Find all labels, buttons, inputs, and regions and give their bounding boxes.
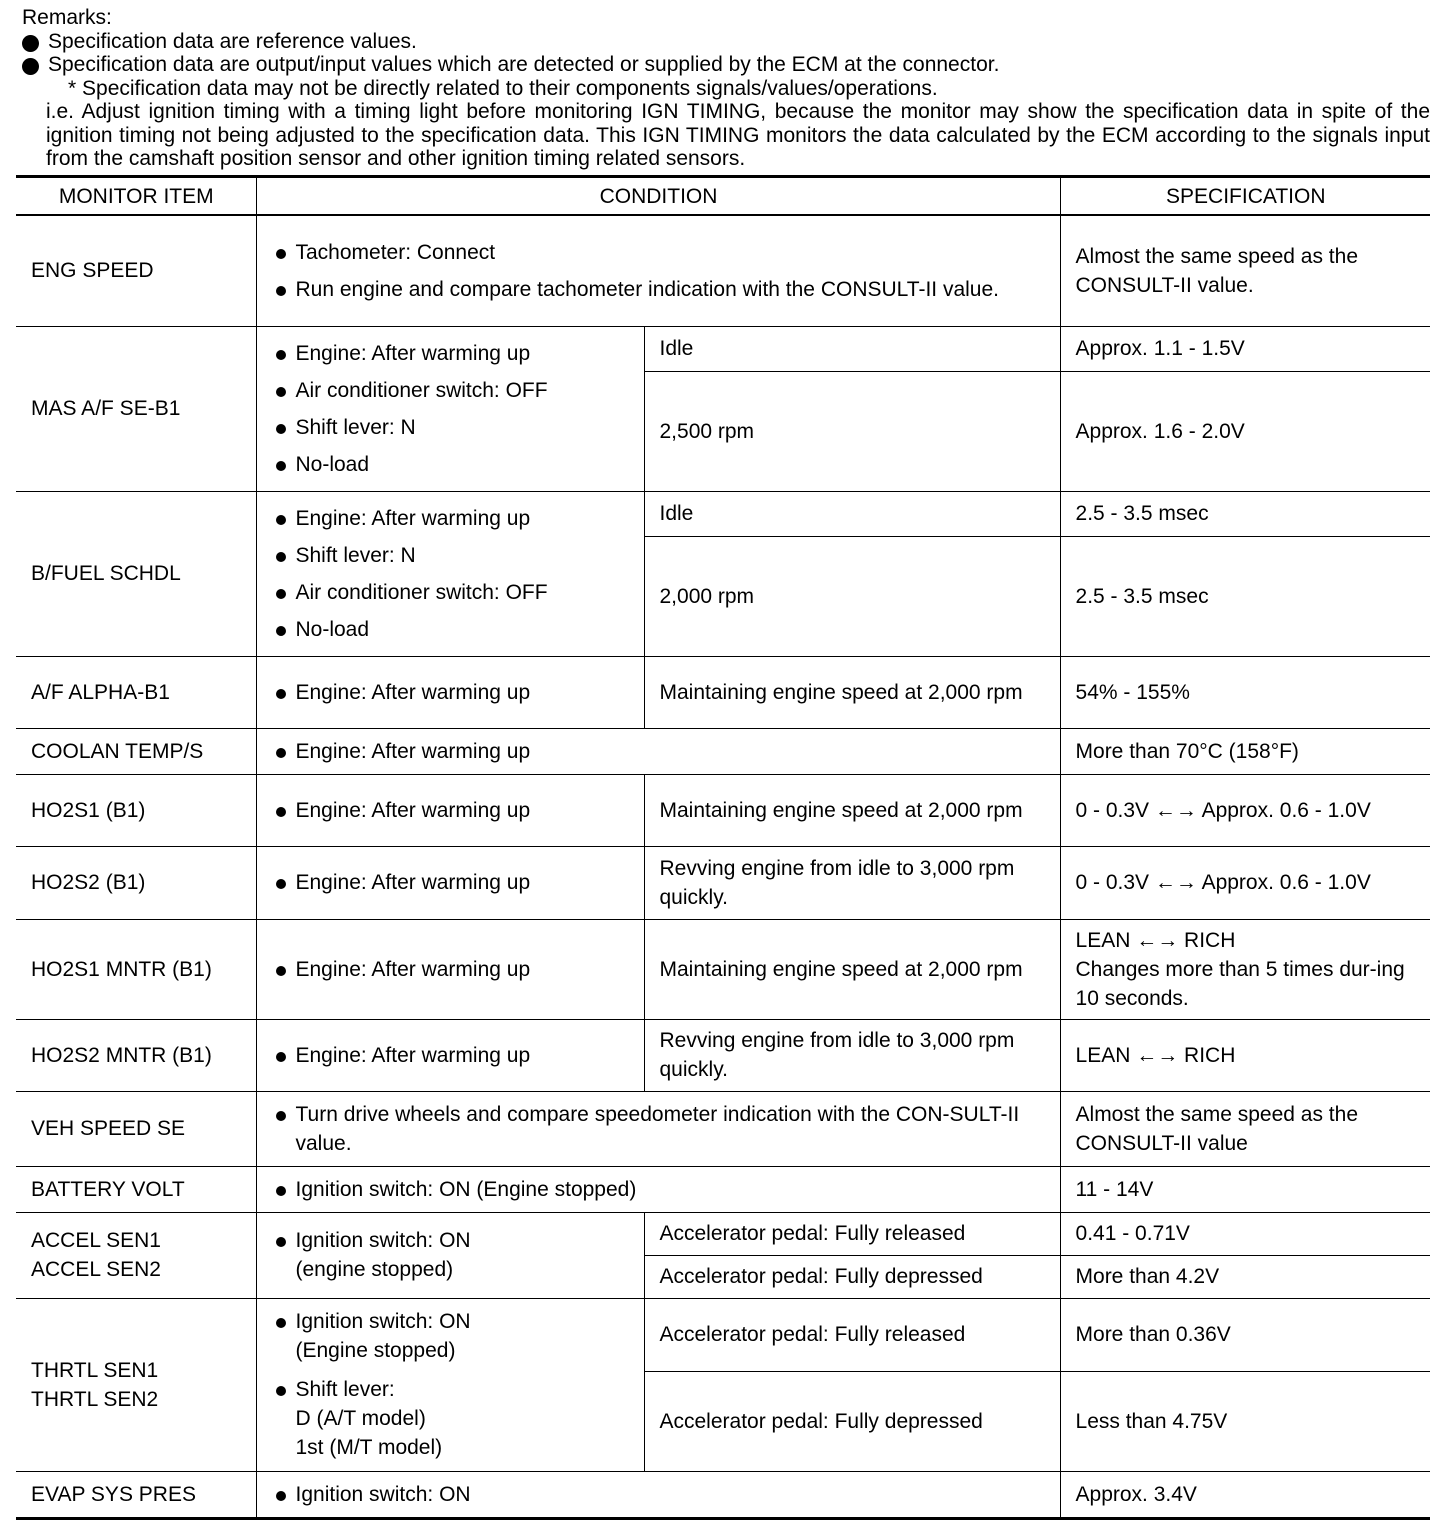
condition-bullet: Engine: After warming up — [272, 737, 1046, 766]
condition-cell — [256, 1212, 644, 1298]
sub-condition-cell: Revving engine from idle to 3,000 rpm quickly. — [644, 1019, 1060, 1091]
monitor-item: HO2S1 (B1) — [16, 774, 256, 846]
spec-line: LEAN ←→ RICH — [1075, 928, 1236, 952]
spec-cell — [1060, 919, 1430, 1019]
sub-condition-cell: Maintaining engine speed at 2,000 rpm — [644, 774, 1060, 846]
condition-bullet: Engine: After warming up — [272, 1041, 630, 1070]
spec-cell: 11 - 14V — [1060, 1166, 1430, 1212]
monitor-item — [16, 1298, 256, 1471]
table-row — [16, 846, 1430, 919]
spec-cell: LEAN ←→ RICH — [1060, 1019, 1430, 1091]
condition-cell — [256, 491, 644, 656]
sub-condition-cell: 2,000 rpm — [644, 537, 1060, 656]
condition-bullet: Engine: After warming up — [272, 504, 630, 533]
condition-bullet: No-load — [272, 450, 630, 479]
condition-cell — [256, 774, 644, 846]
monitor-item-line: ACCEL SEN2 — [31, 1258, 161, 1281]
monitor-item: B/FUEL SCHDL — [16, 491, 256, 656]
spec-cell: Approx. 1.1 - 1.5V — [1060, 326, 1430, 372]
spec-cell: More than 4.2V — [1060, 1255, 1430, 1298]
condition-cell — [256, 1471, 1060, 1518]
condition-cell — [256, 1166, 1060, 1212]
condition-cell — [256, 846, 644, 919]
sub-condition-cell: Accelerator pedal: Fully depressed — [644, 1255, 1060, 1298]
remarks-note: * Specification data may not be directly related to their components signals/values/operations. — [68, 76, 938, 100]
remarks-title: Remarks: — [22, 6, 112, 29]
sub-condition-cell: Idle — [644, 491, 1060, 537]
remarks-example: i.e. Adjust ignition timing with a timing light before monitoring IGN TIMING, because the monitor may show the specification data in spite of the ignition timing not being adjusted to the specification data. This IGN TIMING monitors the data calculated by the ECM according to the signals input from the camshaft position sensor and other ignition timing related sensors. — [46, 100, 1430, 170]
condition-bullet: Run engine and compare tachometer indication with the CONSULT-II value. — [272, 275, 1046, 304]
condition-bullet: Ignition switch: ON (engine stopped) — [272, 1226, 496, 1284]
condition-bullet: Shift lever: N — [272, 541, 630, 570]
monitor-item: VEH SPEED SE — [16, 1091, 256, 1166]
condition-bullet: Engine: After warming up — [272, 796, 630, 825]
spec-line: Changes more than 5 times dur-ing 10 seconds. — [1075, 957, 1405, 1010]
table-row — [16, 919, 1430, 1019]
remarks-bullet: Specification data are output/input values which are detected or supplied by the ECM at the connector. — [22, 53, 1430, 77]
table-row — [16, 1212, 1430, 1255]
spec-cell: 2.5 - 3.5 msec — [1060, 491, 1430, 537]
monitor-item: COOLAN TEMP/S — [16, 728, 256, 774]
spec-cell: More than 70°C (158°F) — [1060, 728, 1430, 774]
condition-cell — [256, 919, 644, 1019]
header-specification: SPECIFICATION — [1060, 177, 1430, 216]
spec-cell: 0 - 0.3V ←→ Approx. 0.6 - 1.0V — [1060, 846, 1430, 919]
condition-bullet: Engine: After warming up — [272, 955, 630, 984]
spec-cell: Approx. 3.4V — [1060, 1471, 1430, 1518]
condition-line: 1st (M/T model) — [295, 1436, 443, 1459]
condition-bullet: Engine: After warming up — [272, 868, 630, 897]
sub-condition-cell: Maintaining engine speed at 2,000 rpm — [644, 919, 1060, 1019]
condition-bullet: No-load — [272, 615, 630, 644]
table-row — [16, 326, 1430, 372]
condition-cell — [256, 326, 644, 491]
condition-cell — [256, 1019, 644, 1091]
condition-bullet: Ignition switch: ON — [272, 1480, 1046, 1509]
sub-condition-cell: Revving engine from idle to 3,000 rpm quickly. — [644, 846, 1060, 919]
monitor-item: HO2S2 MNTR (B1) — [16, 1019, 256, 1091]
condition-line: D (A/T model) — [295, 1407, 426, 1430]
table-row — [16, 1471, 1430, 1518]
condition-cell — [256, 656, 644, 728]
header-monitor-item: MONITOR ITEM — [16, 177, 256, 216]
monitor-item: HO2S1 MNTR (B1) — [16, 919, 256, 1019]
condition-bullet: Turn drive wheels and compare speedometer indication with the CON-SULT-II value. — [272, 1100, 1046, 1158]
table-row — [16, 215, 1430, 326]
table-row — [16, 1019, 1430, 1091]
condition-cell — [256, 1091, 1060, 1166]
condition-bullet: Air conditioner switch: OFF — [272, 376, 630, 405]
sub-condition-cell: Idle — [644, 326, 1060, 372]
monitor-item — [16, 1212, 256, 1298]
condition-bullet: Ignition switch: ON (Engine stopped) — [272, 1175, 1046, 1204]
monitor-item: MAS A/F SE-B1 — [16, 326, 256, 491]
condition-bullet: Shift lever: N — [272, 413, 630, 442]
sub-condition-cell: Accelerator pedal: Fully released — [644, 1298, 1060, 1371]
condition-bullet: Air conditioner switch: OFF — [272, 578, 630, 607]
table-row — [16, 1298, 1430, 1371]
spec-cell: 0.41 - 0.71V — [1060, 1212, 1430, 1255]
spec-cell: 54% - 155% — [1060, 656, 1430, 728]
spec-cell: Less than 4.75V — [1060, 1371, 1430, 1471]
spec-cell: 2.5 - 3.5 msec — [1060, 537, 1430, 656]
remarks-bullet: Specification data are reference values. — [22, 30, 1430, 54]
condition-bullet — [272, 1375, 630, 1462]
spec-cell: 0 - 0.3V ←→ Approx. 0.6 - 1.0V — [1060, 774, 1430, 846]
monitor-item-line: ACCEL SEN1 — [31, 1229, 161, 1252]
table-row — [16, 774, 1430, 846]
condition-cell — [256, 215, 1060, 326]
monitor-item: BATTERY VOLT — [16, 1166, 256, 1212]
condition-bullet: Engine: After warming up — [272, 678, 630, 707]
monitor-item-line: THRTL SEN2 — [31, 1387, 159, 1411]
table-row — [16, 491, 1430, 537]
sub-condition-cell: Accelerator pedal: Fully depressed — [644, 1371, 1060, 1471]
monitor-item: ENG SPEED — [16, 215, 256, 326]
sub-condition-cell: 2,500 rpm — [644, 372, 1060, 491]
condition-line: Shift lever: — [295, 1378, 395, 1401]
spec-table — [16, 175, 1430, 1520]
table-header-row — [16, 177, 1430, 216]
condition-cell — [256, 1298, 644, 1471]
monitor-item-line: THRTL SEN1 — [31, 1358, 159, 1382]
spec-cell: Approx. 1.6 - 2.0V — [1060, 372, 1430, 491]
spec-cell: Almost the same speed as the CONSULT-II value — [1060, 1091, 1430, 1166]
table-row — [16, 728, 1430, 774]
monitor-item: EVAP SYS PRES — [16, 1471, 256, 1518]
sub-condition-cell: Accelerator pedal: Fully released — [644, 1212, 1060, 1255]
monitor-item: A/F ALPHA-B1 — [16, 656, 256, 728]
header-condition: CONDITION — [256, 177, 1060, 216]
condition-bullet: Engine: After warming up — [272, 339, 630, 368]
table-row — [16, 1166, 1430, 1212]
spec-cell: More than 0.36V — [1060, 1298, 1430, 1371]
sub-condition-cell: Maintaining engine speed at 2,000 rpm — [644, 656, 1060, 728]
table-row — [16, 656, 1430, 728]
spec-cell: Almost the same speed as the CONSULT-II value. — [1060, 215, 1430, 326]
condition-bullet: Ignition switch: ON (Engine stopped) — [272, 1307, 496, 1365]
monitor-item: HO2S2 (B1) — [16, 846, 256, 919]
table-row — [16, 1091, 1430, 1166]
condition-bullet: Tachometer: Connect — [272, 238, 1046, 267]
condition-cell — [256, 728, 1060, 774]
remarks-section — [22, 6, 1430, 171]
